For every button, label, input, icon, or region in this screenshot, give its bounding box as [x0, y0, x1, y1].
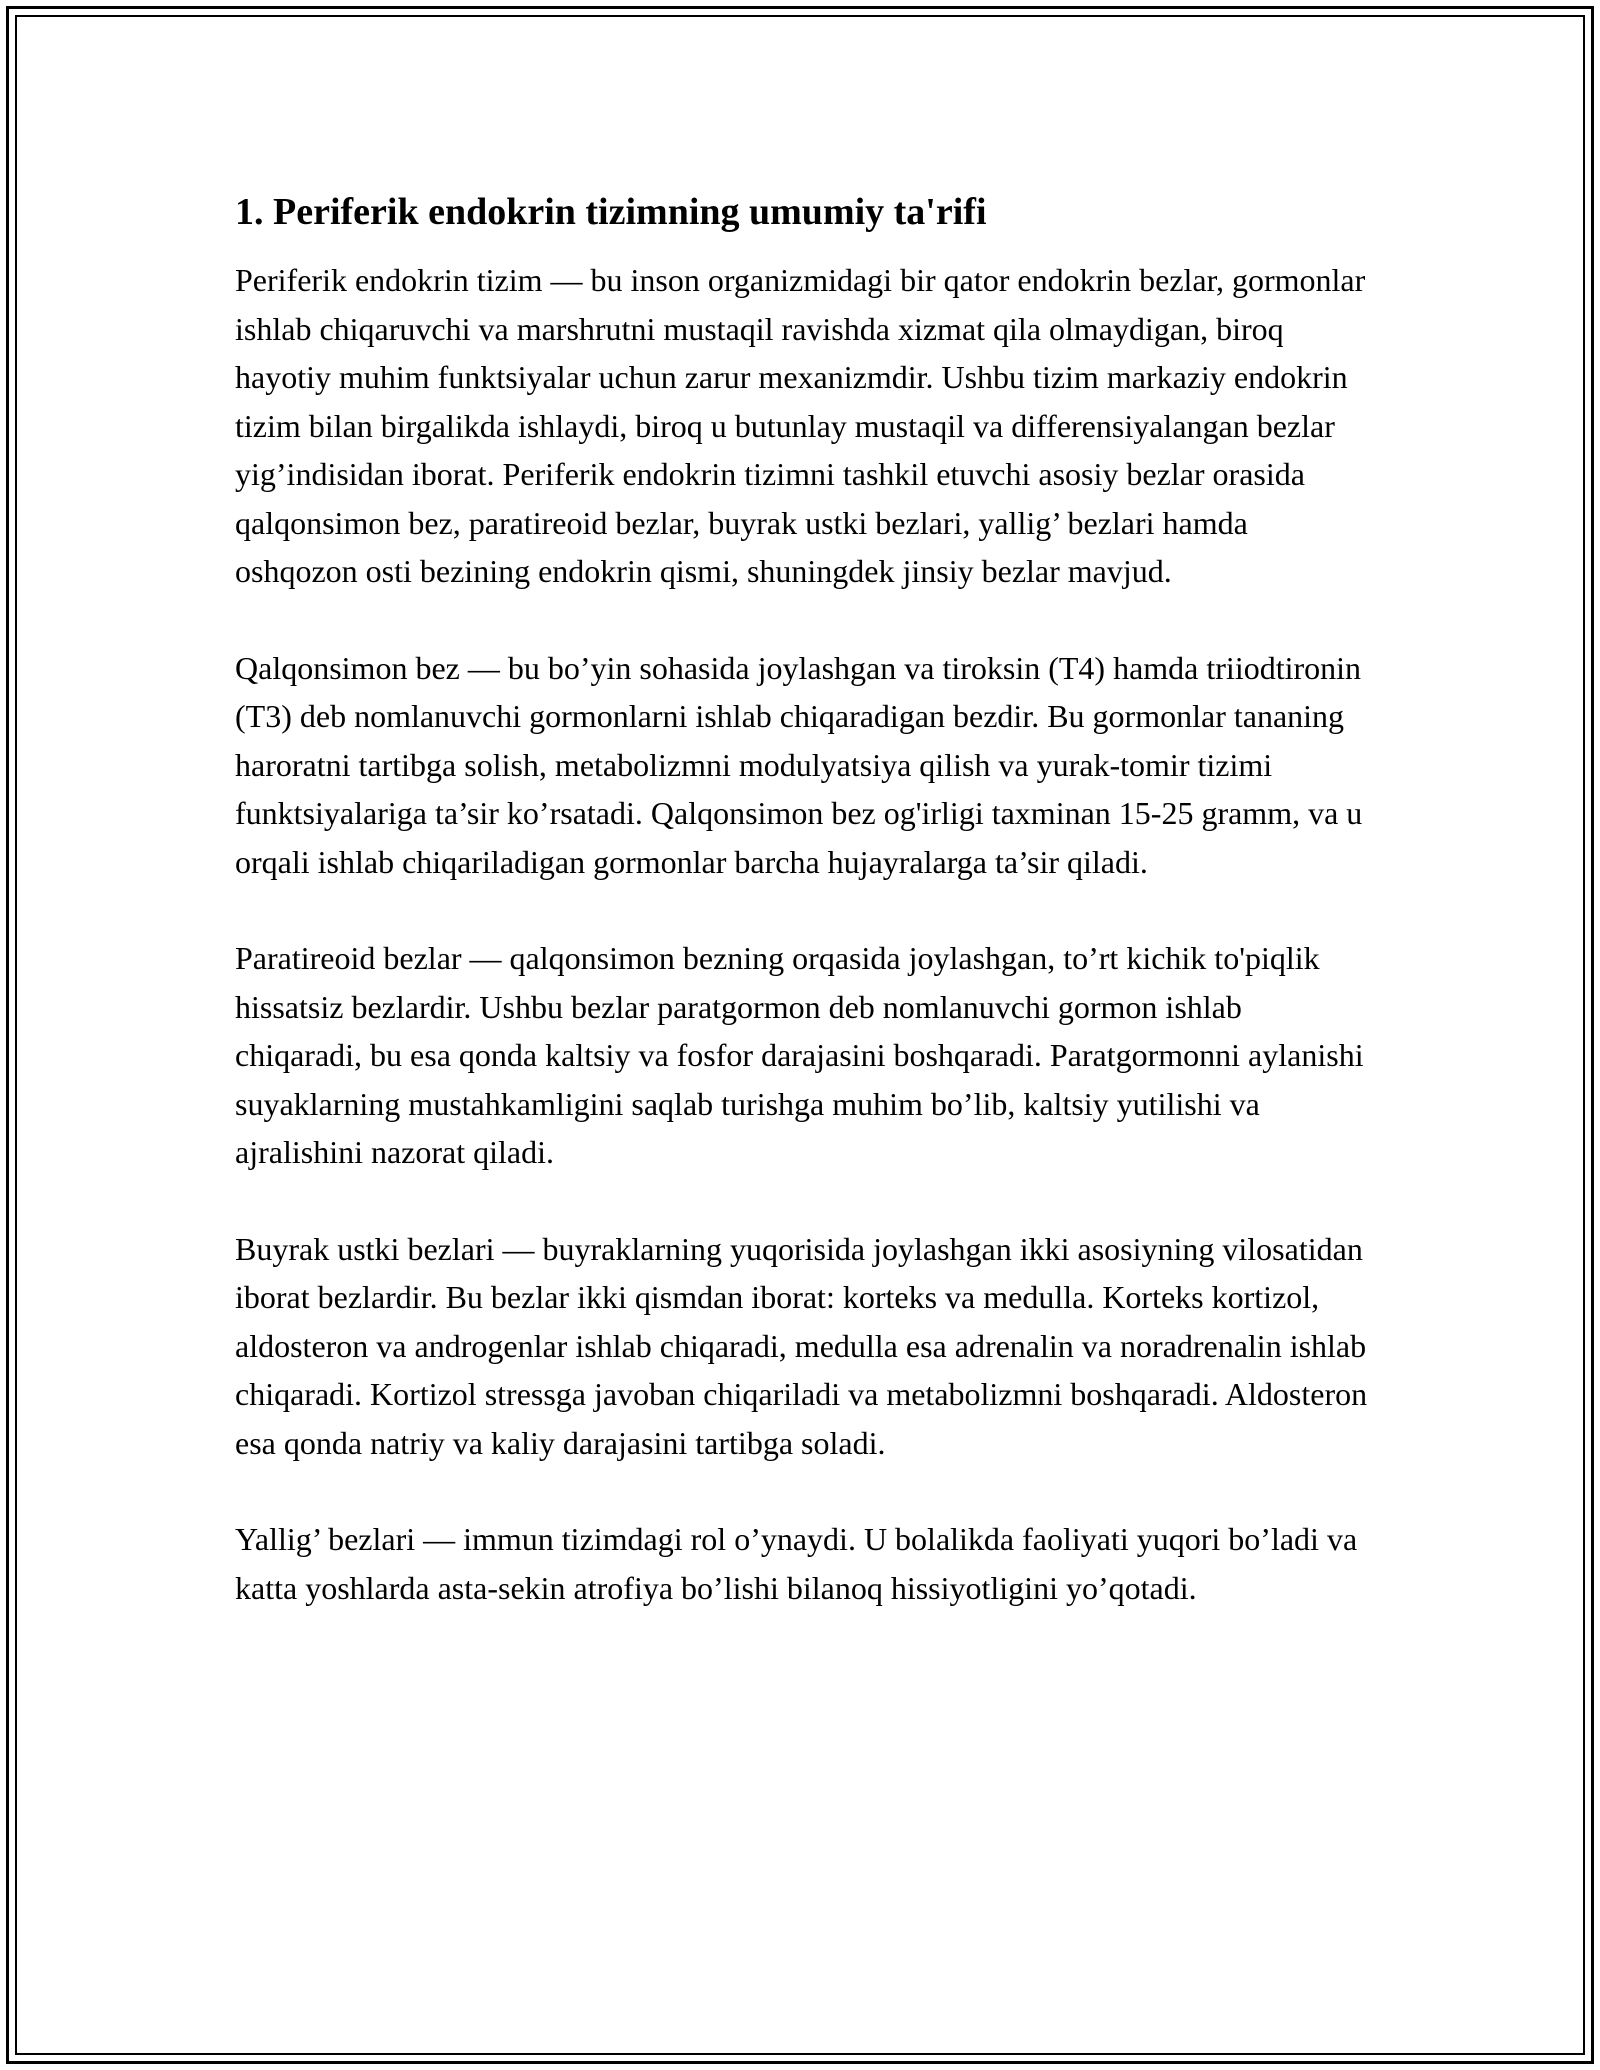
paragraph-adrenal: Buyrak ustki bezlari — buyraklarning yuqorisida joylashgan ikki asosiyning vilosatidan iborat bezlardir. Bu bezlar ikki qismdan iborat: korteks va medulla. Korteks kortizol, aldosteron va androgenlar ishlab chiqaradi, medulla esa adrenalin va noradrenalin ishlab chiqaradi. Kortizol stressga javoban chiqariladi va metabolizmni boshqaradi. Aldosteron esa qonda natriy va kaliy darajasini tartibga soladi.	[235, 1230, 1368, 1461]
paragraph-thymus: Yallig’ bezlari — immun tizimdagi rol o’ynaydi. U bolalikda faoliyati yuqori bo’ladi va katta yoshlarda asta-sekin atrofiya bo’lishi bilanoq hissiyotligini yo’qotadi.	[235, 1521, 1358, 1606]
section-heading: 1. Periferik endokrin tizimning umumiy ta'rifi	[235, 191, 987, 233]
document-body	[235, 188, 1375, 1660]
paragraph-intro: Periferik endokrin tizim — bu inson organizmidagi bir qator endokrin bezlar, gormonlar ishlab chiqaruvchi va marshrutni mustaqil ravishda xizmat qila olmaydigan, biroq hayotiy muhim funktsiyalar uchun zarur mexanizmdir. Ushbu tizim markaziy endokrin tizim bilan birgalikda ishlaydi, biroq u butunlay mustaqil va differensiyalangan bezlar yig’indisidan iborat. Periferik endokrin tizimni tashkil etuvchi asosiy bezlar orasida qalqonsimon bez, paratireoid bezlar, buyrak ustki bezlari, yallig’ bezlari hamda oshqozon osti bezining endokrin qismi, shuningdek jinsiy bezlar mavjud.	[235, 262, 1366, 589]
paragraph-parathyroid: Paratireoid bezlar — qalqonsimon bezning orqasida joylashgan, to’rt kichik to'piqlik hissatsiz bezlardir. Ushbu bezlar paratgormon deb nomlanuvchi gormon ishlab chiqaradi, bu esa qonda kaltsiy va fosfor darajasini boshqaradi. Paratgormonni aylanishi suyaklarning mustahkamligini saqlab turishga muhim bo’lib, kaltsiy yutilishi va ajralishini nazorat qiladi.	[235, 940, 1364, 1170]
paragraph-thyroid: Qalqonsimon bez — bu bo’yin sohasida joylashgan va tiroksin (T4) hamda triiodtironin (T3) deb nomlanuvchi gormonlarni ishlab chiqaradigan bezdir. Bu gormonlar tananing haroratni tartibga solish, metabolizmni modulyatsiya qilish va yurak-tomir tizimi funktsiyalariga ta’sir ko’rsatadi. Qalqonsimon bez og'irligi taxminan 15-25 gramm, va u orqali ishlab chiqariladigan gormonlar barcha hujayralarga ta’sir qiladi.	[235, 649, 1363, 880]
